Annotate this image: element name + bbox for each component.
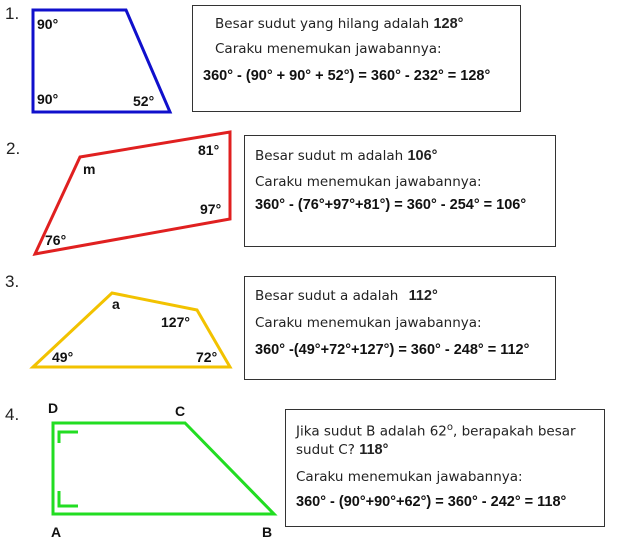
answer-3: 112° (408, 288, 438, 304)
answer-4: 118° (359, 441, 389, 458)
angle-label-2-top-left: m (83, 161, 96, 177)
quadrilateral-4 (53, 423, 274, 514)
question-4-line2: sudut C? (296, 441, 355, 458)
right-angle-mark-bottom (59, 491, 78, 506)
problem-number-3: 3. (5, 272, 20, 291)
vertex-label-c: C (175, 403, 186, 419)
degree-symbol-4: o (446, 422, 454, 433)
question-4-part2: , berapakah besar (453, 423, 576, 440)
statement-3: Besar sudut a adalah (255, 288, 399, 304)
method-label-2: Caraku menemukan jawabannya: (255, 174, 482, 190)
formula-2: 360° - (76°+97°+81°) = 360° - 254° = 106° (255, 197, 527, 213)
angle-label-3-bottom-right: 72° (196, 349, 218, 365)
answer-2: 106° (407, 148, 438, 164)
statement-2: Besar sudut m adalah (255, 148, 404, 164)
method-label-4: Caraku menemukan jawabannya: (296, 468, 523, 485)
angle-label-1-bottom-left: 90° (37, 91, 59, 107)
angle-label-1-top-left: 90° (37, 16, 59, 32)
problem-number-4: 4. (5, 405, 20, 424)
problem-number-1: 1. (5, 4, 20, 23)
right-angle-mark-top (59, 432, 78, 443)
statement-1: Besar sudut yang hilang adalah (215, 16, 430, 32)
vertex-label-a: A (51, 524, 62, 540)
solution-box-2 (244, 135, 556, 247)
angle-label-3-top-right: 127° (161, 314, 190, 330)
angle-label-2-bottom-right: 97° (200, 201, 222, 217)
formula-4: 360° - (90°+90°+62°) = 360° - 242° = 118° (296, 493, 567, 510)
formula-1: 360° - (90° + 90° + 52°) = 360° - 232° = 128° (203, 68, 491, 84)
vertex-label-b: B (262, 524, 273, 540)
method-label-3: Caraku menemukan jawabannya: (255, 315, 482, 331)
method-label-1: Caraku menemukan jawabannya: (215, 41, 442, 57)
question-4-part1: Jika sudut B adalah 62 (296, 423, 447, 440)
angle-label-3-bottom-left: 49° (52, 349, 74, 365)
angle-label-2-bottom-left: 76° (45, 232, 67, 248)
angle-label-2-top-right: 81° (198, 142, 220, 158)
angle-label-3-top: a (112, 296, 120, 312)
answer-1: 128° (433, 16, 464, 32)
formula-3: 360° -(49°+72°+127°) = 360° - 248° = 112° (255, 342, 530, 358)
problem-number-2: 2. (6, 139, 21, 158)
angle-label-1-bottom-right: 52° (133, 93, 155, 109)
solution-box-1 (192, 5, 521, 112)
vertex-label-d: D (48, 400, 59, 416)
solution-box-3 (244, 276, 556, 380)
solution-box-4 (285, 409, 605, 527)
